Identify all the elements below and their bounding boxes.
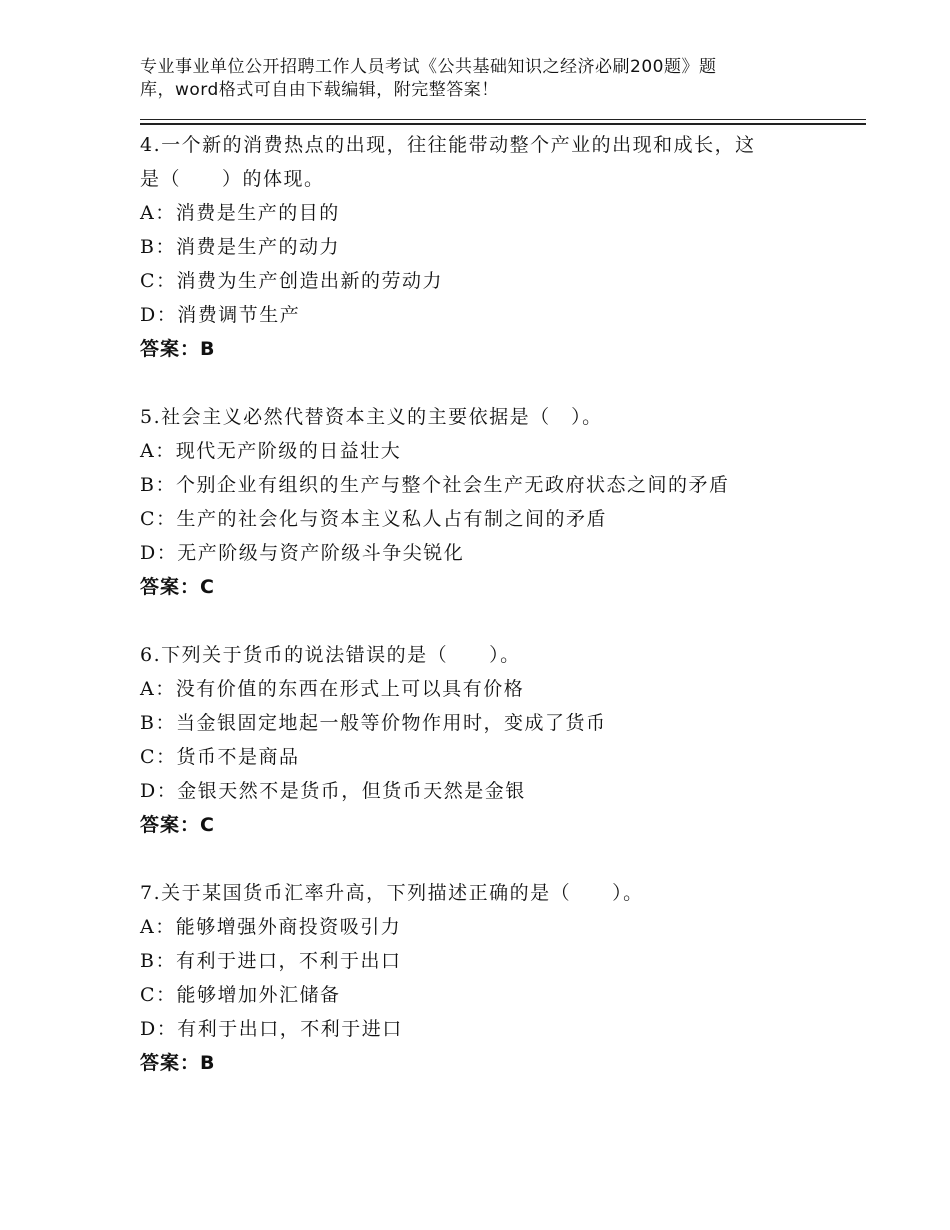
question-stem-line: 5.社会主义必然代替资本主义的主要依据是（ ）。 [140,406,603,428]
question-stem-line: 6.下列关于货币的说法错误的是（ ）。 [140,644,521,666]
answer: 答案：C [140,814,215,836]
option-b: B：有利于进口，不利于出口 [140,950,402,972]
option-c: C：生产的社会化与资本主义私人占有制之间的矛盾 [140,508,608,530]
question-stem-line: 4.一个新的消费热点的出现，往往能带动整个产业的出现和成长，这 [140,134,756,156]
header-title-line-2: 库，word格式可自由下载编辑，附完整答案！ [140,80,499,100]
option-a: A：消费是生产的目的 [140,202,340,224]
option-a: A：没有价值的东西在形式上可以具有价格 [140,678,525,700]
question-4 [140,128,840,366]
document-header [140,56,780,102]
option-c: C：消费为生产创造出新的劳动力 [140,270,444,292]
question-5 [140,400,840,604]
question-stem [140,128,840,196]
option-d: D：无产阶级与资产阶级斗争尖锐化 [140,542,465,564]
option-b: B：个别企业有组织的生产与整个社会生产无政府状态之间的矛盾 [140,474,730,496]
question-stem-line: 7.关于某国货币汇率升高，下列描述正确的是（ ）。 [140,882,644,904]
answer: 答案：C [140,576,215,598]
question-7 [140,876,840,1080]
header-title-line-1: 专业事业单位公开招聘工作人员考试《公共基础知识之经济必刷200题》题 [140,57,717,77]
header-divider-thin [140,119,866,120]
option-a: A：能够增强外商投资吸引力 [140,916,402,938]
answer: 答案：B [140,338,216,360]
question-stem-line: 是（ ）的体现。 [140,168,325,190]
question-6 [140,638,840,842]
header-divider-thick [140,123,866,125]
question-stem [140,876,840,910]
answer: 答案：B [140,1052,216,1074]
option-d: D：消费调节生产 [140,304,301,326]
option-c: C：能够增加外汇储备 [140,984,341,1006]
option-d: D：金银天然不是货币，但货币天然是金银 [140,780,526,802]
option-b: B：消费是生产的动力 [140,236,340,258]
question-stem [140,638,840,672]
question-list [140,128,840,1080]
option-d: D：有利于出口，不利于进口 [140,1018,403,1040]
option-b: B：当金银固定地起一般等价物作用时，变成了货币 [140,712,607,734]
question-stem [140,400,840,434]
option-a: A：现代无产阶级的日益壮大 [140,440,402,462]
option-c: C：货币不是商品 [140,746,300,768]
